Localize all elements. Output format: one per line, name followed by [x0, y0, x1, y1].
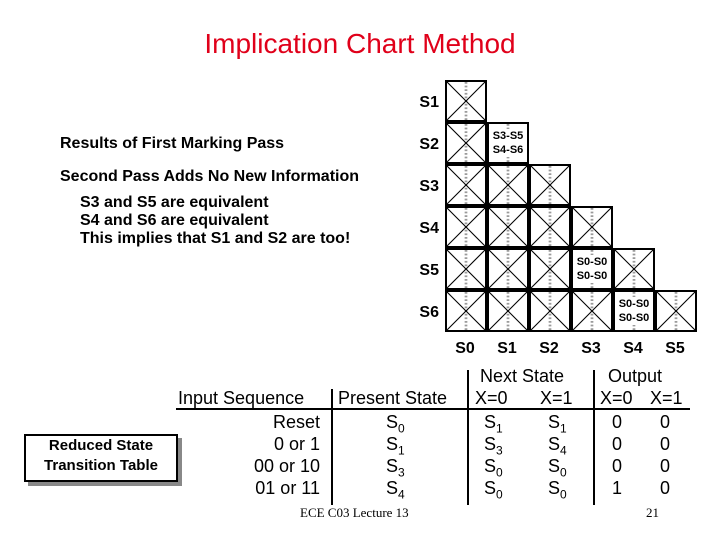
table-cell-input: Reset	[272, 412, 320, 432]
chart-cell-s6-s2	[529, 290, 571, 332]
table-cell-present: $S_3$	[386, 456, 405, 480]
chart-cell-s6-s4	[613, 290, 655, 332]
row-label-s6: S6	[419, 304, 439, 321]
chart-cell-s4-s2	[529, 206, 571, 248]
chart-cell-s5-s4	[613, 248, 655, 290]
cell-implied-pairs	[615, 297, 653, 325]
cell-implied-pairs	[573, 255, 611, 283]
note-line-2: S4 and S6 are equivalent	[80, 212, 269, 229]
caption-line-1: Reduced State	[48, 437, 154, 454]
chart-cell-s5-s2	[529, 248, 571, 290]
table-cell-input: 01 or 11	[255, 478, 320, 498]
implied-pair: S4-S6	[492, 144, 524, 156]
table-cell-input: 00 or 10	[253, 456, 320, 476]
header-present-state: Present State	[338, 388, 448, 408]
header-output-x0: X=0	[600, 388, 633, 408]
table-cell-next0: $S_3$	[484, 434, 503, 458]
slide-title: Implication Chart Method	[204, 28, 516, 59]
chart-cell-s5-s1	[487, 248, 529, 290]
table-cell-out0: 0	[612, 412, 623, 432]
row-label-s2: S2	[419, 136, 439, 153]
col-label-s1: S1	[497, 340, 517, 357]
table-cell-out1: 0	[660, 412, 671, 432]
implied-pair: S0-S0	[576, 270, 608, 282]
chart-cell-s4-s0	[445, 206, 487, 248]
table-cell-present: $S_0$	[386, 412, 405, 436]
chart-cell-s3-s2	[529, 164, 571, 206]
table-cell-out0: 0	[612, 434, 623, 454]
col-label-s5: S5	[665, 340, 685, 357]
chart-cell-s6-s1	[487, 290, 529, 332]
caption-line-2: Transition Table	[44, 457, 158, 474]
chart-cell-s2-s0	[445, 122, 487, 164]
chart-cell-s4-s3	[571, 206, 613, 248]
col-label-s3: S3	[581, 340, 601, 357]
header-next-x1: X=1	[540, 388, 573, 408]
row-label-s1: S1	[419, 94, 439, 111]
col-label-s4: S4	[623, 340, 643, 357]
header-next-x0: X=0	[475, 388, 508, 408]
cell-implied-pairs	[489, 129, 527, 157]
table-cell-input: 0 or 1	[273, 434, 320, 454]
implied-pair: S0-S0	[576, 256, 608, 268]
row-label-s4: S4	[419, 220, 439, 237]
table-cell-next1: $S_1$	[548, 412, 567, 436]
chart-cell-s1-s0	[445, 80, 487, 122]
chart-cell-s6-s5	[655, 290, 697, 332]
chart-cell-s3-s0	[445, 164, 487, 206]
row-label-s3: S3	[419, 178, 439, 195]
chart-cell-s3-s1	[487, 164, 529, 206]
note-line-1: S3 and S5 are equivalent	[80, 194, 269, 211]
table-cell-out1: 0	[660, 456, 671, 476]
table-cell-present: $S_4$	[386, 478, 405, 502]
chart-cell-s5-s3	[571, 248, 613, 290]
chart-cell-s6-s0	[445, 290, 487, 332]
table-cell-next0: $S_0$	[484, 478, 503, 502]
table-cell-next1: $S_0$	[548, 456, 567, 480]
note-first-pass: Results of First Marking Pass	[60, 135, 285, 152]
table-cell-out1: 0	[660, 478, 671, 498]
implied-pair: S3-S5	[492, 130, 524, 142]
table-cell-next0: $S_0$	[484, 456, 503, 480]
note-second-pass: Second Pass Adds No New Information	[60, 168, 360, 185]
implied-pair: S0-S0	[618, 312, 650, 324]
table-cell-next1: $S_0$	[548, 478, 567, 502]
col-label-s2: S2	[539, 340, 559, 357]
header-next-state: Next State	[480, 366, 565, 386]
header-output: Output	[608, 366, 663, 386]
col-label-s0: S0	[455, 340, 475, 357]
page-number: 21	[646, 505, 659, 520]
row-label-s5: S5	[419, 262, 439, 279]
chart-cell-s5-s0	[445, 248, 487, 290]
chart-cell-s4-s1	[487, 206, 529, 248]
header-input-sequence: Input Sequence	[178, 388, 305, 408]
footer-lecture: ECE C03 Lecture 13	[300, 505, 409, 520]
header-output-x1: X=1	[650, 388, 683, 408]
table-cell-present: $S_1$	[386, 434, 405, 458]
table-cell-out0: 1	[612, 478, 623, 498]
implied-pair: S0-S0	[618, 298, 650, 310]
table-cell-next1: $S_4$	[548, 434, 567, 458]
note-line-3: This implies that S1 and S2 are too!	[80, 230, 351, 247]
table-cell-next0: $S_1$	[484, 412, 503, 436]
table-cell-out0: 0	[612, 456, 623, 476]
chart-cell-s2-s1	[487, 122, 529, 164]
reduced-state-caption	[24, 434, 178, 482]
chart-cell-s6-s3	[571, 290, 613, 332]
table-cell-out1: 0	[660, 434, 671, 454]
